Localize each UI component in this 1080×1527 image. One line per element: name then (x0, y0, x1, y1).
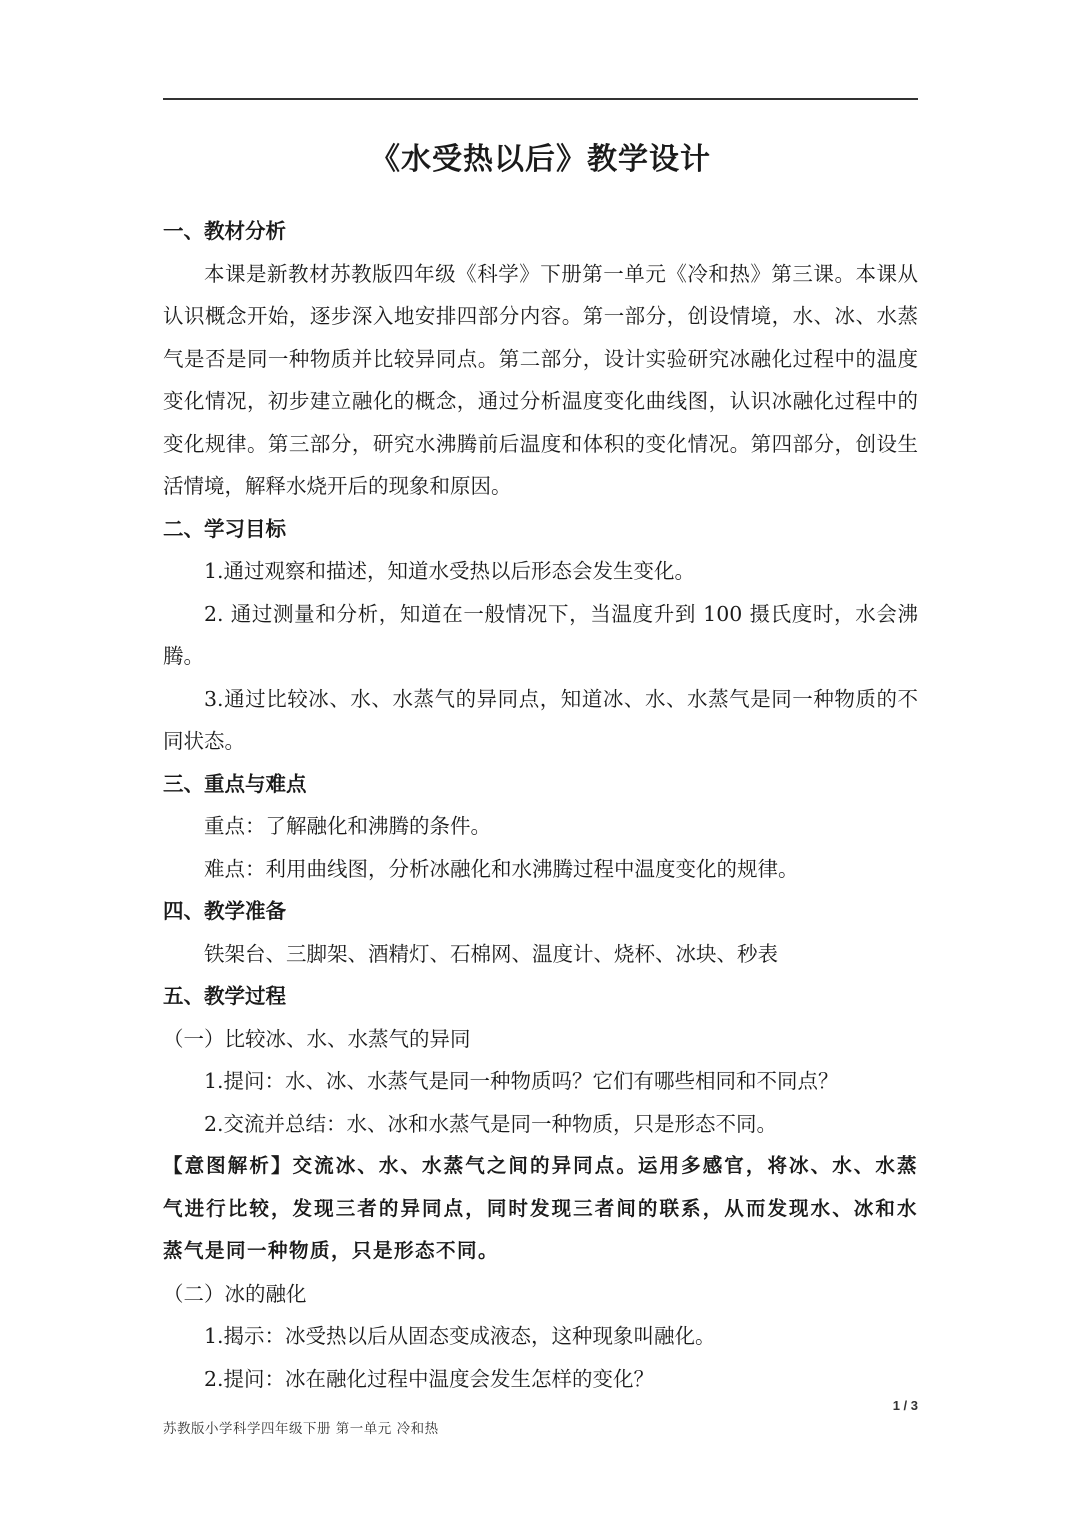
materials-list: 铁架台、三脚架、酒精灯、石棉网、温度计、烧杯、冰块、秒表 (204, 941, 778, 966)
process-step: 1.揭示：冰受热以后从固态变成液态，这种现象叫融化。 (204, 1324, 716, 1348)
intent-analysis: 【意图解析】交流冰、水、水蒸气之间的异同点。运用多感官，将冰、水、水蒸气进行比较，发现三者的异同点，同时发现三者间的联系，从而发现水、冰和水蒸气是同一种物质，只是形态不同。 (163, 1154, 918, 1262)
section-heading-key-points: 三、重点与难点 (163, 771, 307, 796)
document-title: 《水受热以后》教学设计 (370, 142, 711, 177)
footer-text: 苏教版小学科学四年级下册 第一单元 冷和热 (163, 1421, 439, 1437)
subsection-title-compare: （一）比较冰、水、水蒸气的异同 (163, 1026, 471, 1051)
section-heading-preparation: 四、教学准备 (163, 899, 286, 923)
difficulty-text: 难点：利用曲线图，分析冰融化和水沸腾过程中温度变化的规律。 (204, 856, 799, 881)
header-rule (163, 98, 918, 100)
textbook-analysis-paragraph: 本课是新教材苏教版四年级《科学》下册第一单元《冷和热》第三课。本课从认识概念开始，逐步深入地安排四部分内容。第一部分，创设情境，水、冰、水蒸气是否是同一种物质并比较异同点。第二部分，设计实验研究冰融化过程中的温度变化情况，初步建立融化的概念，通过分析温度变化曲线图，认识冰融化过程中的变化规律。第三部分，研究水沸腾前后温度和体积的变化情况。第四部分，创设生活情境，解释水烧开后的现象和原因。 (163, 261, 918, 498)
section-heading-teaching-process: 五、教学过程 (163, 984, 286, 1008)
learning-goal-item: 1.通过观察和描述，知道水受热以后形态会发生变化。 (204, 559, 696, 583)
process-step: 2.提问：冰在融化过程中温度会发生怎样的变化？ (204, 1366, 655, 1391)
document-body (163, 210, 918, 1400)
learning-goal-item: 3.通过比较冰、水、水蒸气的异同点，知道冰、水、水蒸气是同一种物质的不同状态。 (163, 686, 918, 753)
subsection-title-melting: （二）冰的融化 (163, 1281, 307, 1306)
process-step: 2.交流并总结：水、冰和水蒸气是同一种物质，只是形态不同。 (204, 1111, 778, 1136)
page-number: 1 / 3 (892, 1398, 918, 1413)
learning-goal-item: 2. 通过测量和分析，知道在一般情况下，当温度升到 100 摄氏度时，水会沸腾。 (163, 601, 918, 668)
key-point-text: 重点：了解融化和沸腾的条件。 (204, 814, 491, 838)
section-heading-learning-goals: 二、学习目标 (163, 516, 286, 541)
process-step: 1.提问：水、冰、水蒸气是同一种物质吗？它们有哪些相同和不同点？ (204, 1069, 839, 1093)
section-heading-textbook-analysis: 一、教材分析 (163, 219, 286, 243)
